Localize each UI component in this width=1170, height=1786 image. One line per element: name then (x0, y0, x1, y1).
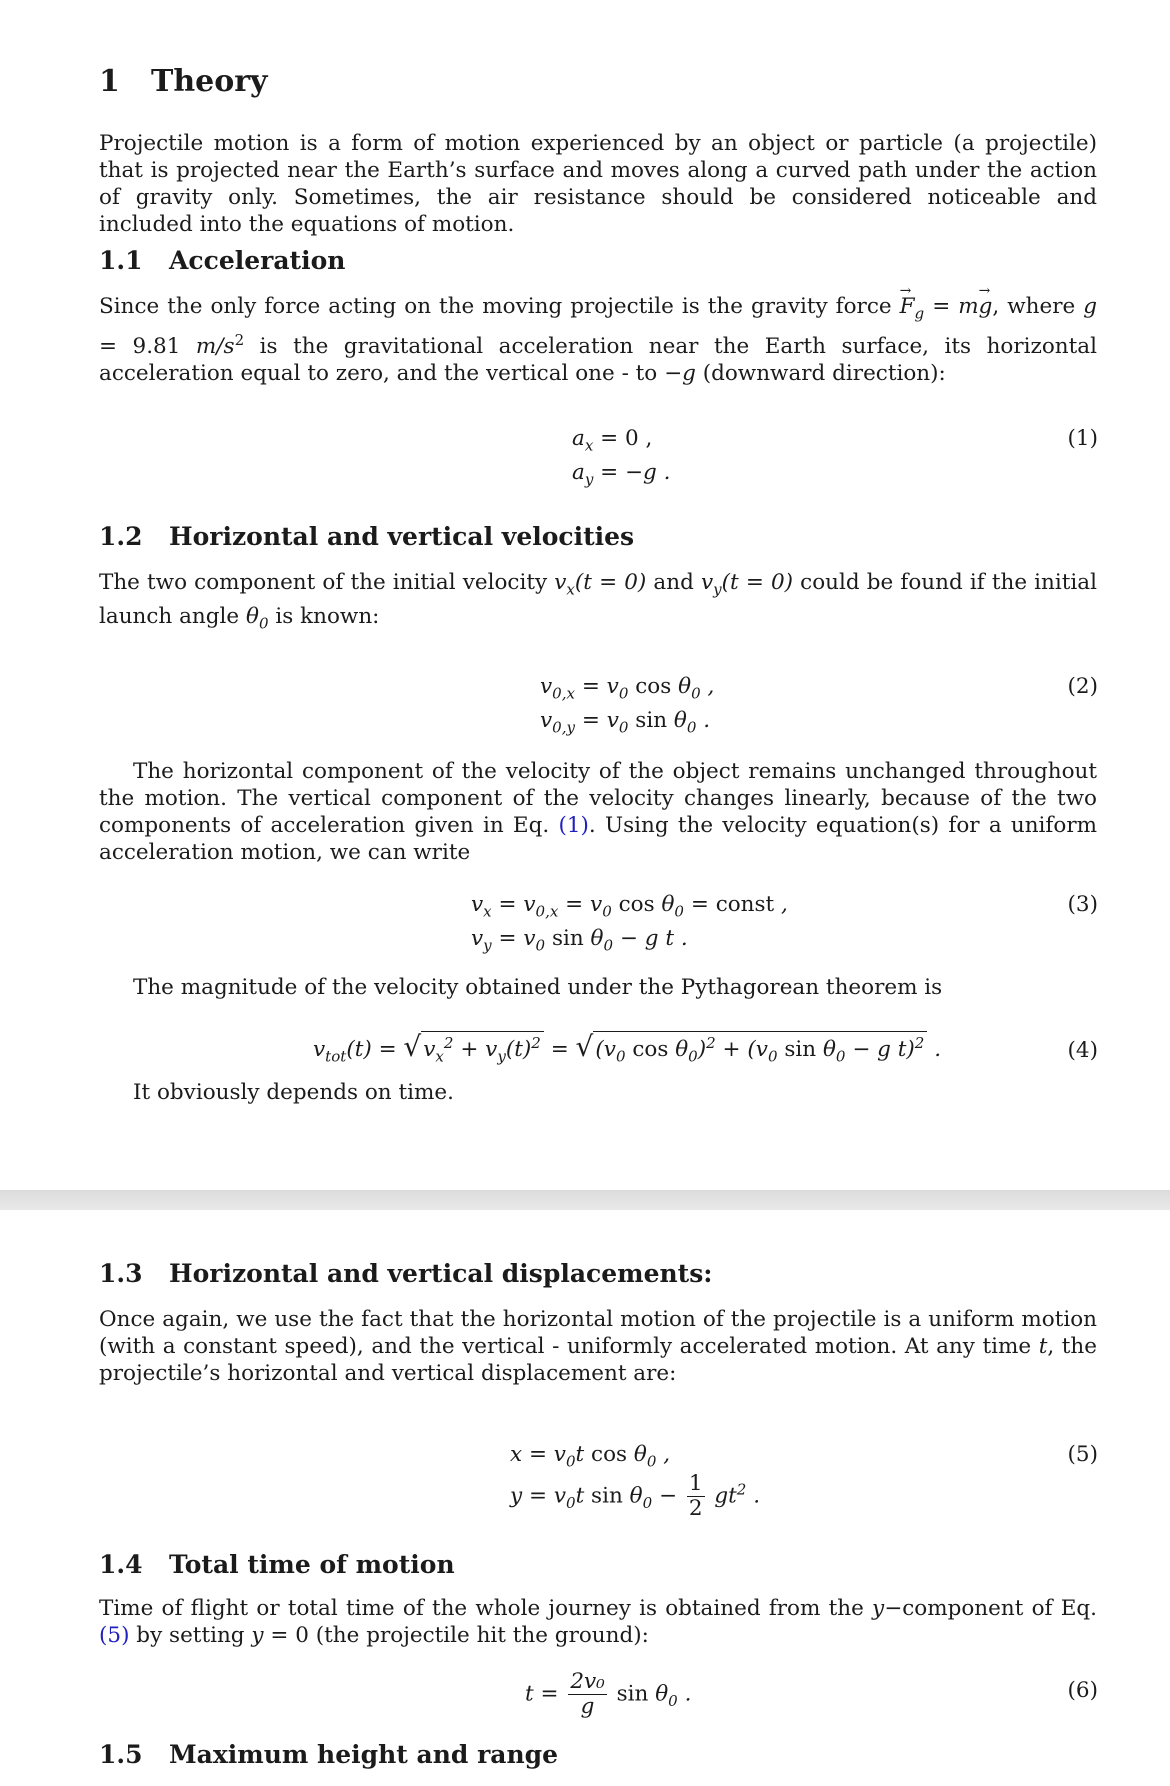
subsection-number: 1.3 (99, 1259, 143, 1288)
math-vx0: $v_x(t = 0)$ (554, 570, 647, 599)
subsection-number: 1.1 (99, 246, 143, 275)
equation-5-line-1: $x = v_0t$ $\cos \theta_0$ , (510, 1442, 671, 1471)
fraction-2v0-over-g: $\frac{\text{2v₀}}{g}$ (570, 1669, 605, 1719)
math-y: y (872, 1596, 885, 1621)
text-part: by setting (129, 1623, 252, 1648)
text-part: , the projectile’s horizontal and vertical displacement are: (99, 1334, 1097, 1386)
text-part: Since the only force acting on the moving projectile is the gravity force (99, 294, 900, 319)
math-t: t (1038, 1334, 1048, 1359)
text-part: is known: (268, 604, 380, 630)
subsection-heading-max-height (99, 1740, 558, 1769)
subsection-heading-displacements (99, 1259, 713, 1288)
velocities-paragraph (99, 569, 1097, 638)
text-part: (the projectile hit the ground): (308, 1623, 649, 1648)
velocity-explanation-paragraph (99, 758, 1097, 866)
page-separator (0, 1190, 1170, 1210)
math-theta0: $\theta_0$ (245, 604, 269, 633)
math-g-value: g (1083, 294, 1097, 319)
section-heading-theory (99, 64, 267, 99)
subsection-title: Maximum height and range (169, 1740, 559, 1769)
text-part: . Using the velocity equation(s) for a uniform acceleration motion, we can write (99, 813, 1098, 865)
displacements-paragraph (99, 1306, 1097, 1387)
magnitude-intro-text: The magnitude of the velocity obtained under the Pythagorean theorem is (133, 975, 943, 1000)
text-part: The two component of the initial velocity (99, 570, 555, 595)
section-number: 1 (99, 64, 120, 99)
depends-text: It obviously depends on time. (133, 1080, 454, 1105)
fraction-one-half: $\frac{1}{2}$ (688, 1471, 703, 1521)
equation-2-line-2: $v_{0,y} = v_0$ $\sin \theta_0$ . (540, 708, 711, 737)
section-title: Theory (151, 64, 268, 99)
text-part: (downward direction): (695, 361, 946, 387)
text-part: The horizontal component of the velocity of the object remains unchanged throughout the motion. The vertical component of the velocity changes linearly, because of the two components of acceleration given in Eq. (99, 759, 1097, 838)
subsection-number: 1.5 (99, 1740, 143, 1769)
total-time-paragraph: Time of flight or total time of the whole journey is obtained from the y−component of Eq. (5) by setting y = 0 (the projectile hit the ground): (99, 1596, 1097, 1648)
subsection-title: Total time of motion (169, 1550, 455, 1579)
subsection-number: 1.4 (99, 1550, 143, 1579)
subsection-heading-velocities (99, 522, 634, 551)
page-2 (0, 1210, 1170, 1786)
math-vy0: $v_y(t = 0)$ (700, 570, 794, 599)
text-part: −component of Eq. (884, 1596, 1097, 1621)
equation-1-line-2: $a_y = -g$ . (572, 460, 671, 489)
text-part: Once again, we use the fact that the horizontal motion of the projectile is a uniform motion (with a constant speed), and the vertical - uniformly accelerated motion. At any time (99, 1307, 1097, 1359)
equation-number-6: (6) (1067, 1678, 1098, 1703)
equation-number-4: (4) (1067, 1038, 1098, 1063)
subsection-heading-acceleration (99, 246, 345, 275)
text-part: is the gravitational acceleration near the Earth surface, its horizontal acceleration equal to zero, and the vertical one - to (99, 334, 1097, 387)
subsection-number: 1.2 (99, 522, 143, 551)
equation-number-1: (1) (1067, 426, 1098, 451)
math-y-zero: y (251, 1623, 264, 1648)
math-gravity-force: → $F_g = m\to g$ (900, 294, 993, 319)
subsection-title: Horizontal and vertical displacements: (169, 1259, 713, 1288)
acceleration-paragraph: Since the only force acting on the moving projectile is the gravity force → $F_g = m\to g$, where g = 9.81 $m/s^2$ is the gravitational acceleration near the Earth surface, its horizontal acceleration equal to zero, and the vertical one - to −g (downward direction): (99, 293, 1097, 387)
equation-1-line-1: $a_x = 0$ , (572, 426, 653, 455)
equation-4: $v_{tot}(t) = √v_x^2 + v_y(t)^2 = √(v_0$ $\cos \theta_0)^2 + (v_0$ $\sin \theta_0 - g$ t)$^2$ . (313, 1030, 942, 1066)
text-part: Time of flight or total time of the whole journey is obtained from the (99, 1596, 873, 1621)
subsection-title: Horizontal and vertical velocities (169, 522, 635, 551)
equation-1-reference-link[interactable]: (1) (558, 813, 589, 838)
text-part: , where (992, 294, 1084, 319)
equation-3-line-1: $v_x = v_{0,x} = v_0$ $\cos \theta_0$ = const , (471, 892, 788, 921)
equation-5-line-2: $y = v_0t$ $\sin \theta_0$ − $\frac{1}{2}$ $gt^2$ . (510, 1471, 761, 1521)
equation-2-line-1: $v_{0,x} = v_0$ $\cos \theta_0$ , (540, 674, 715, 703)
equation-number-2: (2) (1067, 674, 1098, 699)
text-part: could be found if the initial launch angle (99, 570, 1097, 630)
equation-number-3: (3) (1067, 892, 1098, 917)
equation-6: t = $\frac{\text{2v₀}}{g}$ $\sin \theta_0$ . (525, 1669, 692, 1719)
math-minus-g: −g (664, 361, 696, 387)
subsection-heading-total-time (99, 1550, 455, 1579)
text-part: and (646, 570, 701, 595)
equation-number-5: (5) (1067, 1442, 1098, 1467)
equation-3-line-2: $v_y = v_0$ $\sin \theta_0 - g$ t . (471, 926, 688, 955)
equation-5-reference-link[interactable]: (5) (99, 1623, 130, 1648)
intro-paragraph: Projectile motion is a form of motion experienced by an object or particle (a projectile) that is projected near the Earth’s surface and moves along a curved path under the action of gravity only. Sometimes, the air resistance should be considered noticeable and included into the equations of motion. (99, 131, 1097, 237)
subsection-title: Acceleration (169, 246, 346, 275)
